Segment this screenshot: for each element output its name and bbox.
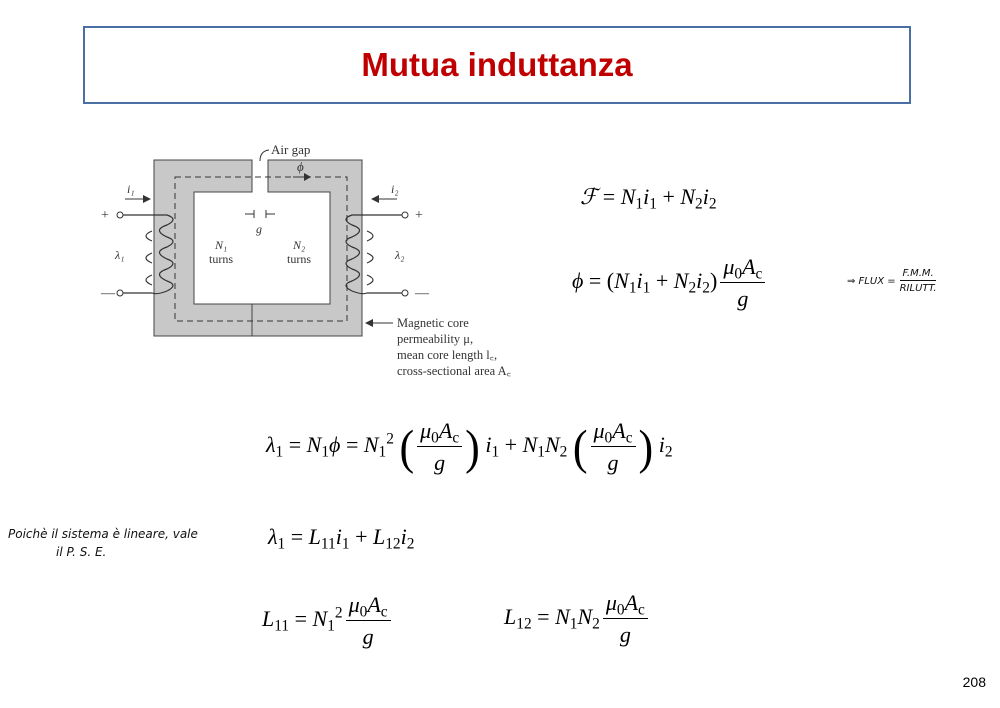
lambda1-label: λ₁ xyxy=(115,248,125,262)
core-desc-3: mean core length l꜀, xyxy=(397,348,498,362)
core-right-part xyxy=(252,160,362,336)
air-gap-label: Air gap xyxy=(271,142,311,157)
lambda1-inductance-equation: $\lambda_1 = L_{11}i_1 + L_{12}i_2$ xyxy=(268,524,415,553)
minus-left: — xyxy=(101,286,115,301)
flux-equation: $\phi = (N_1i_1 + N_2i_2)$ $\frac{\mu_0A_c}{g}$ xyxy=(572,254,768,312)
slide-title: Mutua induttanza xyxy=(361,46,633,83)
core-left-part xyxy=(154,160,252,336)
plus-left: + xyxy=(101,208,109,223)
gap-label: g xyxy=(256,222,262,236)
core-pointer-icon xyxy=(365,319,373,327)
title-box xyxy=(83,26,911,104)
core-desc-2: permeability μ, xyxy=(397,332,474,346)
flux-note-numerator: F.M.M. xyxy=(902,268,934,279)
mean-flux-path xyxy=(175,177,347,321)
mmf-equation: ℱ = $N_1i_1 + N_2i_2$ xyxy=(580,184,717,213)
lambda2-label: λ₂ xyxy=(395,248,405,262)
coil1-n-label: N₁ xyxy=(215,238,228,252)
current1-arrow-icon xyxy=(143,195,151,203)
l12-equation: $L_{12} = N_1N_2$ $\frac{\mu_0A_c}{g}$ xyxy=(504,590,651,648)
pse-note-line2: il P. S. E. xyxy=(56,545,107,559)
coil2-turns-label: turns xyxy=(287,252,311,266)
magnetic-core-diagram xyxy=(97,133,547,395)
flux-note xyxy=(847,268,937,294)
core-desc-1: Magnetic core xyxy=(397,316,469,330)
current1-label: i₁ xyxy=(127,182,135,196)
page-number: 208 xyxy=(962,674,986,690)
current2-arrow-icon xyxy=(371,195,379,203)
flux-note-denominator: RILUTT. xyxy=(899,283,937,294)
lambda1-expanded-equation: $\lambda_1 = N_1\phi = N_1^2$ ( $\frac{\mu_0A_c}{g}$ ) $i_1 + N_1N_2$ ( $\frac{\mu_0A_c}{g}$ ) $i_2$ xyxy=(266,418,673,475)
minus-right: — xyxy=(415,286,429,301)
current2-label: i₂ xyxy=(391,182,399,196)
pse-note xyxy=(8,525,198,561)
plus-right: + xyxy=(415,208,423,223)
l11-equation: $L_{11} = N_1^2$ $\frac{\mu_0A_c}{g}$ xyxy=(262,592,394,650)
flux-label: ϕ xyxy=(297,159,304,174)
core-desc-4: cross-sectional area A꜀ xyxy=(397,364,511,378)
flux-note-prefix: ⇒ FLUX = xyxy=(847,275,896,287)
coil1-turns-label: turns xyxy=(209,252,233,266)
pse-note-line1: Poichè il sistema è lineare, vale xyxy=(8,527,198,541)
coil2-n-label: N₂ xyxy=(293,238,306,252)
